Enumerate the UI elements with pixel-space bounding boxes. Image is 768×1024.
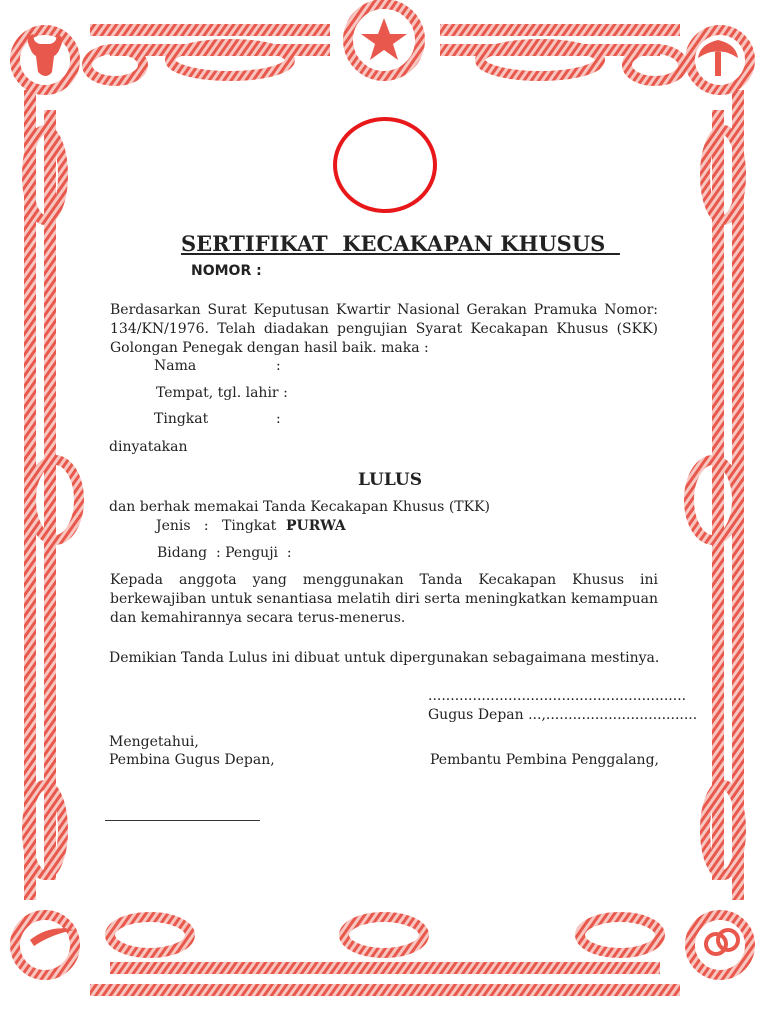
gugus-depan-text: Gugus Depan ...,..................................: [428, 707, 698, 723]
certificate-title: SERTIFIKAT KECAKAPAN KHUSUS: [181, 231, 620, 256]
intro-paragraph: Berdasarkan Surat Keputusan Kwartir Nasional Gerakan Pramuka Nomor: 134/KN/1976. Telah diadakan pengujian Syarat Kecakapan Khusus (SKK) Golongan Penegak dengan hasil baik. maka :: [110, 302, 658, 356]
mengetahui-text: Mengetahui,: [109, 734, 199, 750]
seal-circle: [333, 117, 437, 213]
star-emblem-icon: [361, 18, 407, 60]
dinyatakan-text: dinyatakan: [109, 439, 188, 455]
pembantu-pembina-text: Pembantu Pembina Penggalang,: [430, 752, 659, 768]
bull-head-icon: [28, 34, 63, 76]
obligation-paragraph: Kepada anggota yang menggunakan Tanda Kecakapan Khusus ini berkewajiban untuk senantiasa melatih diri serta meningkatkan kemampuan dan kemahirannya secara terus-menerus.: [110, 572, 658, 626]
jenis-tingkat-label: Jenis : Tingkat :: [156, 518, 295, 534]
closing-text: Demikian Tanda Lulus ini dibuat untuk dipergunakan sebagaimana mestinya.: [109, 650, 660, 666]
tempat-tgl-lahir-label: Tempat, tgl. lahir :: [156, 385, 288, 401]
tingkat-label: Tingkat: [154, 411, 209, 427]
tingkat-colon: :: [276, 411, 281, 427]
bidang-penguji-label: Bidang : Penguji :: [157, 545, 292, 561]
tingkat-value: PURWA: [286, 518, 346, 534]
place-date-dots: ..........................................................: [428, 688, 687, 704]
pembina-gugus-depan-text: Pembina Gugus Depan,: [109, 752, 275, 768]
nomor-label: NOMOR :: [191, 263, 262, 279]
nama-colon: :: [276, 358, 281, 374]
rice-padi-icon: [30, 928, 74, 946]
lulus-heading: LULUS: [358, 470, 422, 490]
tkk-text: dan berhak memakai Tanda Kecakapan Khusus (TKK): [109, 499, 490, 515]
nama-label: Nama: [154, 358, 197, 374]
chain-icon: [706, 930, 738, 954]
coconut-tree-icon: [698, 40, 738, 76]
signature-line: [105, 820, 260, 821]
